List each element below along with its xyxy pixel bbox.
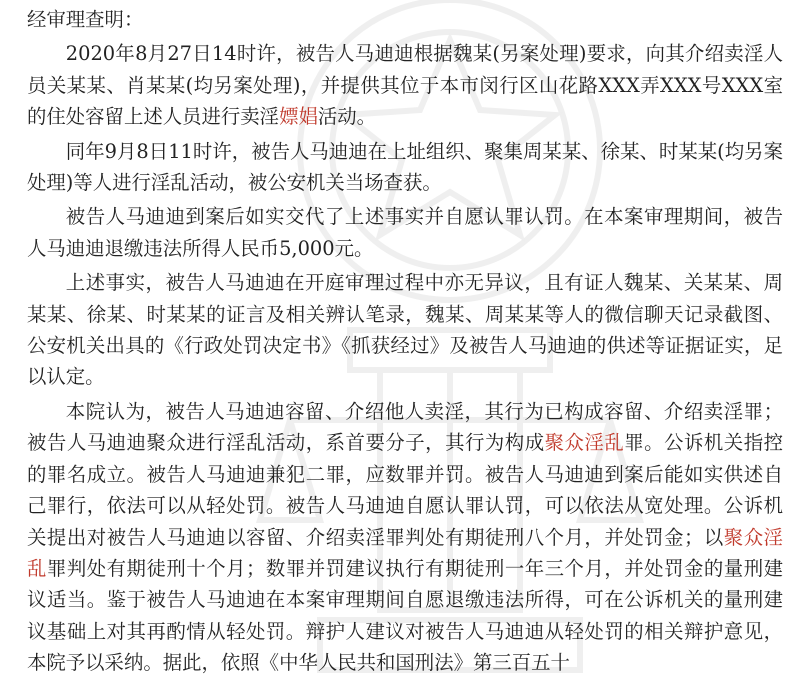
highlighted-keyword[interactable]: 聚众淫乱 — [27, 525, 784, 580]
section-heading: 经审理查明： — [27, 8, 144, 31]
evidence-paragraph: 上述事实，被告人马迪迪在开庭审理过程中亦无异议，且有证人魏某、关某某、周某某、徐某、时某某的证言及相关辨认笔录，魏某、周某某等人的微信聊天记录截图、公安机关出具的《行政处罚决定书》《抓获经过》及被告人马迪迪的供述等证据证实，足以认定。 — [27, 271, 783, 389]
fact-paragraph-2: 同年9月8日11时许，被告人马迪迪在上址组织、聚集周某某、徐某、时某某(均另案处理)等人进行淫乱活动，被公安机关当场查获。 — [27, 139, 783, 195]
fact-paragraph-1-end: 活动。 — [317, 105, 377, 129]
highlighted-keyword[interactable]: 聚众淫乱 — [544, 431, 625, 455]
court-opinion-text-3: 罪判处有期徒刑十个月；数罪并罚建议执行有期徒刑一年三个月，并处罚金的量刑建议适当。鉴于被告人马迪迪在本案审理期间自愿退缴违法所得，可在公诉机关的量刑建议基础上对其再酌情从轻处罚。辩护人建议对被告人马迪迪从轻处罚的相关辩护意见，本院予以采纳。据此，依照《中华人民共和国刑法》第三百五十 — [27, 556, 784, 675]
fact-paragraph-3: 被告人马迪迪到案后如实交代了上述事实并自愿认罪认罚。在本案审理期间，被告人马迪迪退缴违法所得人民币5,000元。 — [27, 205, 783, 260]
court-opinion-text-2: 罪。公诉机关指控的罪名成立。被告人马迪迪兼犯二罪，应数罪并罚。被告人马迪迪到案后能如实供述自己罪行，依法可以从轻处罚。被告人马迪迪自愿认罪认罚，可以依法从宽处理。公诉机关提出对被告人马迪迪以容留、介绍卖淫罪判处有期徒刑八个月，并处罚金；以 — [27, 431, 784, 549]
judgment-text — [27, 4, 783, 679]
court-opinion-text-1: 本院认为，被告人马迪迪容留、介绍他人卖淫，其行为已构成容留、介绍卖淫罪；被告人马迪迪聚众进行淫乱活动，系首要分子，其行为构成 — [27, 399, 783, 455]
fact-paragraph-1-text: 2020年8月27日14时许，被告人马迪迪根据魏某(另案处理)要求，向其介绍卖淫人员关某某、肖某某(均另案处理)，并提供其位于本市闵行区山花路XXX弄XXX号XXX室的住处容留上述人员进行卖淫 — [27, 42, 783, 129]
fact-paragraph-1 — [27, 38, 783, 132]
highlighted-keyword[interactable]: 嫖娼 — [279, 105, 318, 129]
court-opinion-paragraph — [27, 396, 783, 679]
